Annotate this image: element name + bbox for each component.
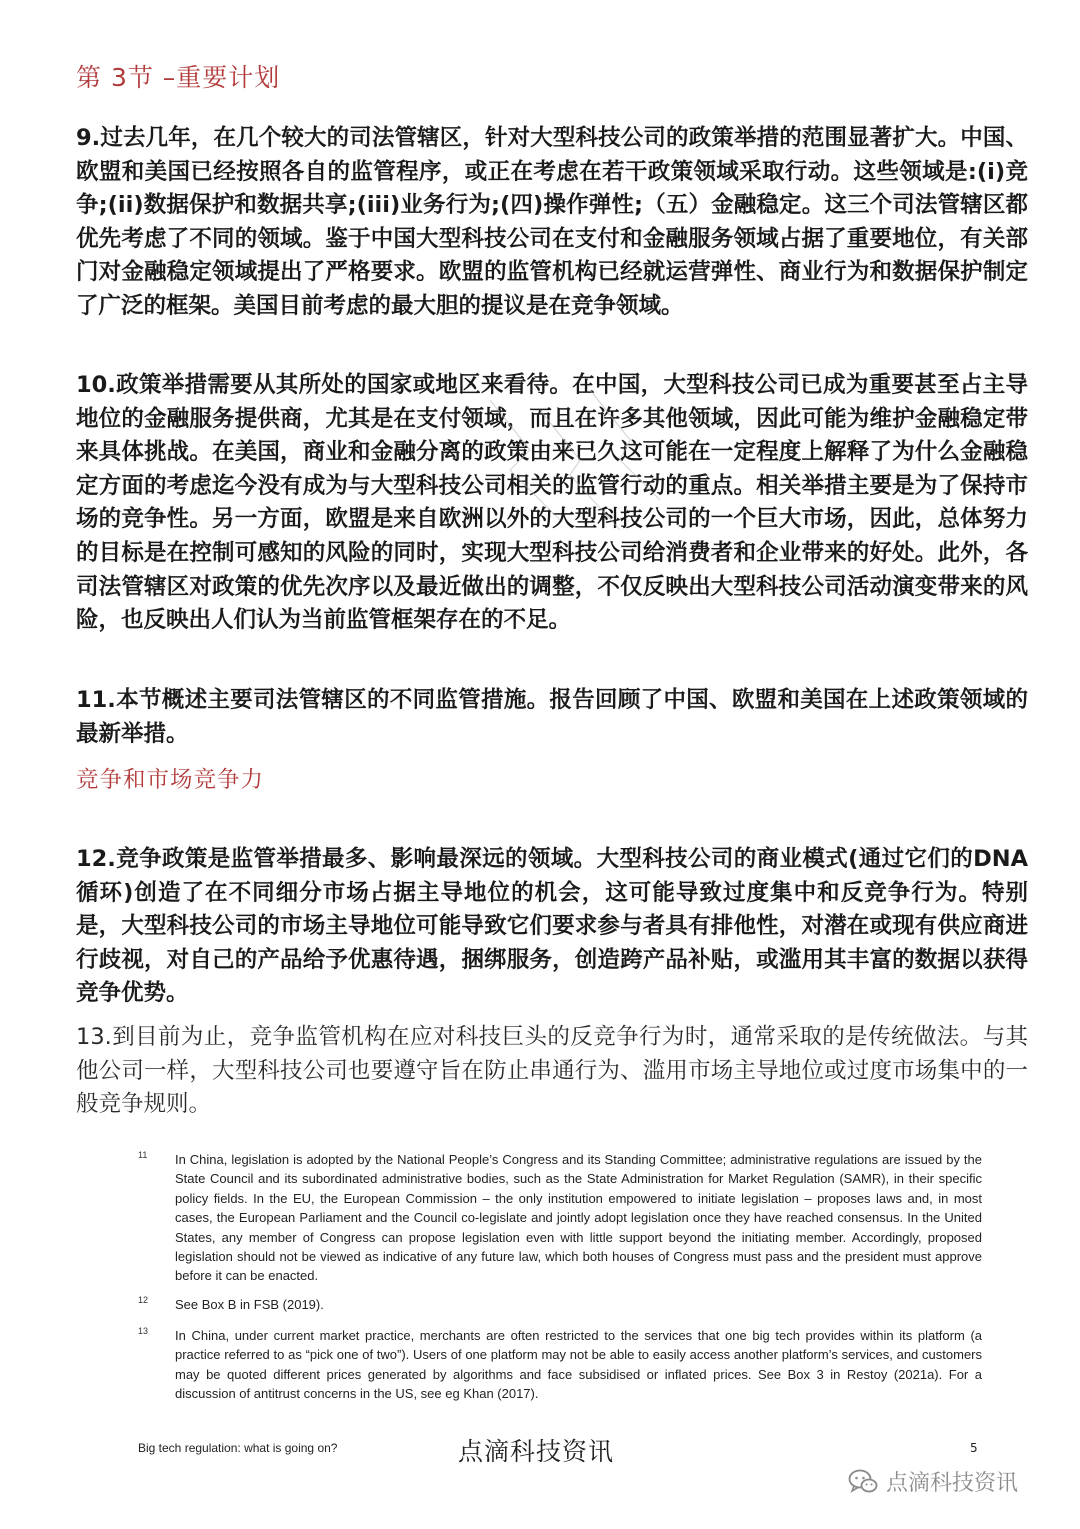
paragraph-text: 过去几年，在几个较大的司法管辖区，针对大型科技公司的政策举措的范围显著扩大。中国、欧盟和美国已经按照各自的监管程序，或正在考虑在若干政策领域采取行动。这些领域是:(i)竞争;(ii)数据保护和数据共享;(iii)业务行为;(四)操作弹性;（五）金融稳定。这三个司法管辖区都优先考虑了不同的领域。鉴于中国大型科技公司在支付和金融服务领域占据了重要地位，有关部门对金融稳定领域提出了严格要求。欧盟的监管机构已经就运营弹性、商业行为和数据保护制定了广泛的框架。美国目前考虑的最大胆的提议是在竞争领域。 — [76, 125, 1028, 319]
wechat-account-name: 点滴科技资讯 — [886, 1471, 1019, 1496]
page-number: 5 — [970, 1441, 978, 1455]
footer-brand: 点滴科技资讯 — [458, 1437, 615, 1466]
paragraph-text: 政策举措需要从其所处的国家或地区来看待。在中国，大型科技公司已成为重要甚至占主导地位的金融服务提供商，尤其是在支付领域，而且在许多其他领域，因此可能为维护金融稳定带来具体挑战。在美国，商业和金融分离的政策由来已久这可能在一定程度上解释了为什么金融稳定方面的考虑迄今没有成为与大型科技公司相关的监管行动的重点。相关举措主要是为了保持市场的竞争性。另一方面，欧盟是来自欧洲以外的大型科技公司的一个巨大市场，因此，总体努力的目标是在控制可感知的风险的同时，实现大型科技公司给消费者和企业带来的好处。此外，各司法管辖区对政策的优先次序以及最近做出的调整，不仅反映出大型科技公司活动演变带来的风险，也反映出人们认为当前监管框架存在的不足。 — [76, 372, 1028, 634]
footnote-text: See Box B in FSB (2019). — [175, 1297, 324, 1312]
footnote-text: In China, under current market practice, merchants are often restricted to the services that one big tech provides within its platform (a practice referred to as “pick one of two”). Users of one platform may not be able to easily access another platform’s services, and customers may be quoted different prices generated by algorithms and face subsidised or inflated prices. See Box 3 in Restoy (2021a). For a discussion of antitrust concerns in the US, see eg Khan (2017). — [175, 1328, 982, 1402]
paragraph-text: 本节概述主要司法管辖区的不同监管措施。报告回顾了中国、欧盟和美国在上述政策领域的最新举措。 — [76, 687, 1028, 747]
paragraph-text: 竞争政策是监管举措最多、影响最深远的领域。大型科技公司的商业模式(通过它们的DNA循环)创造了在不同细分市场占据主导地位的机会，这可能导致过度集中和反竞争行为。特别是，大型科技公司的市场主导地位可能导致它们要求参与者具有排他性，对潜在或现有供应商进行歧视，对自己的产品给予优惠待遇，捆绑服务，创造跨产品补贴，或滥用其丰富的数据以获得竞争优势。 — [76, 846, 1028, 1007]
footnote-number: 13 — [138, 1326, 149, 1336]
footer-document-title: Big tech regulation: what is going on? — [138, 1441, 338, 1455]
footnote-text: In China, legislation is adopted by the National People’s Congress and its Standing Committee; administrative regulations are issued by the State Council and its subordinated administrative bodies, such as the State Administration for Market Regulation (SAMR), in their specific policy fields. In the EU, the European Commission – the only institution empowered to initiate legislation – proposes laws and, in most cases, the European Parliament and the Council co-legislate and jointly adopt legislation once they have reached consensus. In the United States, any member of Congress can propose legislation even with little support beyond the initiating member. Accordingly, proposed legislation should not be viewed as indicative of any future law, which both houses of Congress must pass and the president must approve before it can be enacted. — [175, 1152, 982, 1284]
footnote-number: 12 — [138, 1295, 149, 1305]
paragraph-number: 11. — [76, 687, 116, 713]
paragraph-10 — [76, 369, 1028, 638]
paragraph-9 — [76, 122, 1028, 324]
subsection-heading: 竞争和市场竞争力 — [76, 767, 265, 793]
paragraph-13 — [76, 1021, 1028, 1122]
footnote-13 — [138, 1326, 982, 1404]
footnote-11 — [138, 1150, 982, 1286]
paragraph-number: 10. — [76, 372, 116, 398]
wechat-account-badge — [848, 1466, 1018, 1497]
section-title: 第 3节 –重要计划 — [76, 63, 281, 92]
paragraph-11 — [76, 684, 1028, 751]
footnote-12 — [138, 1295, 982, 1314]
paragraph-12 — [76, 843, 1028, 1011]
footnote-number: 11 — [138, 1150, 148, 1160]
wechat-icon — [848, 1469, 878, 1495]
paragraph-number: 12. — [76, 846, 116, 872]
paragraph-number: 13. — [76, 1024, 112, 1050]
paragraph-number: 9. — [76, 125, 101, 151]
paragraph-text: 到目前为止，竞争监管机构在应对科技巨头的反竞争行为时，通常采取的是传统做法。与其他公司一样，大型科技公司也要遵守旨在防止串通行为、滥用市场主导地位或过度市场集中的一般竞争规则。 — [76, 1024, 1028, 1118]
